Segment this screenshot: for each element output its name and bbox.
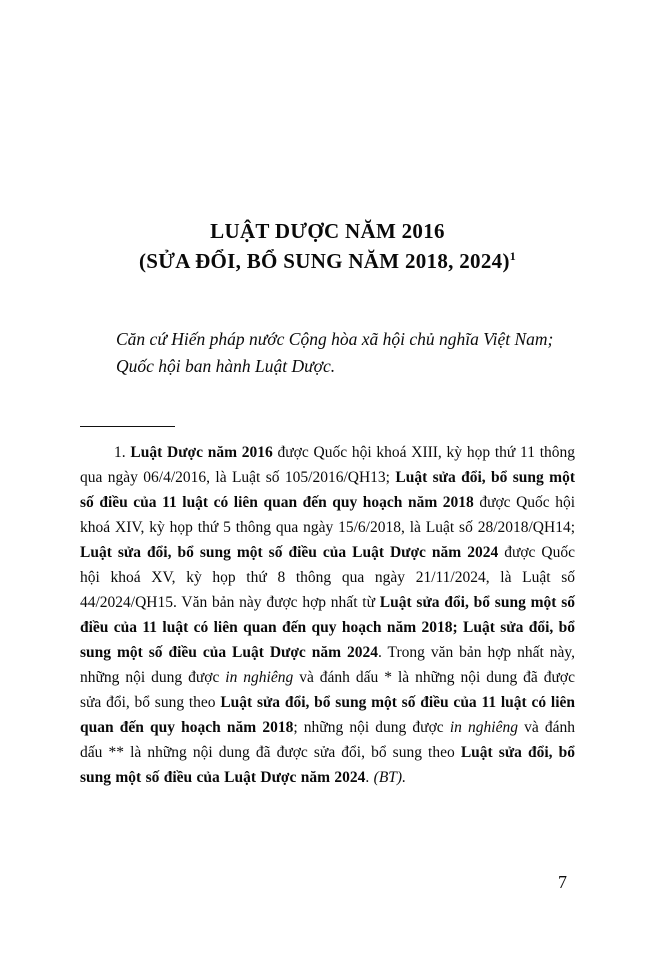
- footnote-run: Luật sửa đổi, bổ sung một số điều của 11 luật có liên quan đến quy hoạch năm 2018; Luật sửa đổi, bổ sung một số điều của Luật Dược năm 2024: [80, 594, 575, 661]
- footnote-run: được Quốc hội khoá XV, kỳ họp thứ 8 thông qua ngày 21/11/2024, là Luật số 44/2024/QH15. Văn bản này được hợp nhất từ: [80, 544, 575, 611]
- title-line-1: LUẬT DƯỢC NĂM 2016: [210, 219, 445, 243]
- footnote-run: (BT).: [373, 769, 406, 786]
- footnote-run: được Quốc hội khoá XIV, kỳ họp thứ 5 thông qua ngày 15/6/2018, là Luật số 28/2018/QH14;: [80, 494, 576, 536]
- title-line-2: (SỬA ĐỔI, BỔ SUNG NĂM 2018, 2024): [138, 249, 510, 273]
- footnote-run: in nghiêng: [225, 669, 294, 686]
- footnote-run: Luật sửa đổi, bổ sung một số điều của 11 luật có liên quan đến quy hoạch năm 2018: [80, 694, 575, 736]
- footnote-reference-superscript: 1: [509, 249, 517, 263]
- footnote-run: . Trong văn bản hợp nhất này, những nội dung được: [80, 644, 575, 686]
- footnote-run: .: [365, 769, 374, 786]
- footnote-run: 1.: [114, 444, 131, 461]
- footnote-run: ; những nội dung được: [293, 719, 450, 736]
- page-number: 7: [558, 872, 567, 892]
- footnote-run: Luật Dược năm 2016: [130, 444, 273, 461]
- footnote-run: và đánh dấu ** là những nội dung đã được sửa đổi, bổ sung theo: [80, 719, 575, 761]
- footnote-run: Luật sửa đổi, bổ sung một số điều của 11 luật có liên quan đến quy hoạch năm 2018: [80, 469, 575, 511]
- footnote-text: [80, 440, 575, 790]
- preamble-paragraph-2: Quốc hội ban hành Luật Dược.: [116, 356, 336, 376]
- preamble: [80, 326, 575, 380]
- footnote-run: Luật sửa đổi, bổ sung một số điều của Luật Dược năm 2024: [80, 744, 575, 786]
- footnote-run: được Quốc hội khoá XIII, kỳ họp thứ 11 thông qua ngày 06/4/2016, là Luật số 105/2016/QH13;: [80, 444, 576, 486]
- footnote-run: in nghiêng: [449, 719, 518, 736]
- footnote-separator: [80, 426, 175, 427]
- footnote-run: Luật sửa đổi, bổ sung một số điều của Luật Dược năm 2024: [80, 544, 499, 561]
- footnote-run: và đánh dấu * là những nội dung đã được sửa đổi, bổ sung theo: [80, 669, 576, 711]
- preamble-paragraph-1: Căn cứ Hiến pháp nước Cộng hòa xã hội chủ nghĩa Việt Nam;: [116, 329, 554, 349]
- page-title: [80, 216, 575, 276]
